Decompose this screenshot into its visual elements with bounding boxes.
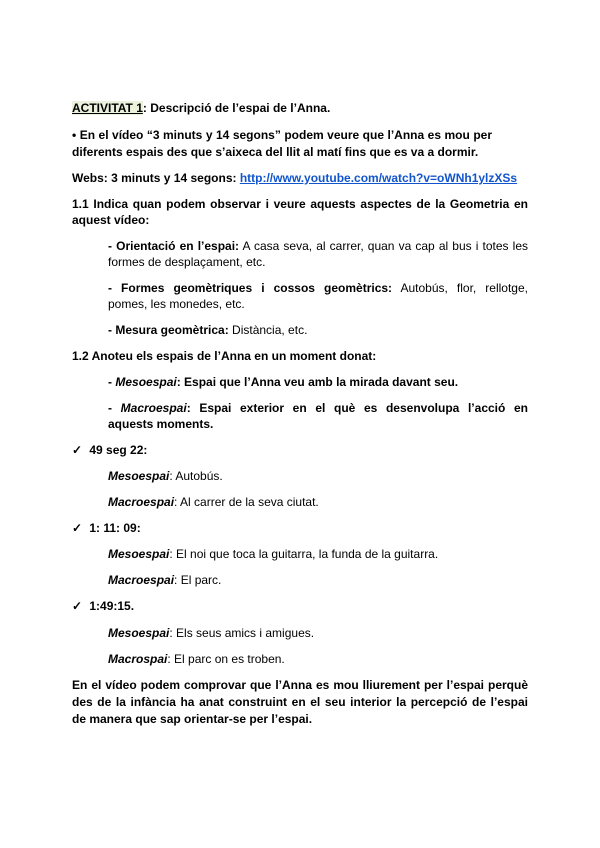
conclusion-line-1: En el vídeo podem comprovar que l’Anna es mou lliurement per l’espai perquè (72, 678, 528, 692)
shapes-text-2: pomes, les monedes, etc. (108, 297, 245, 311)
intro-line-2: diferents espais des que s’aixeca del llit al matí fins que es va a dormir. (72, 145, 479, 159)
checkmark-icon: ✓ (72, 521, 83, 535)
moment-2-meso-text: : El noi que toca la guitarra, la funda de la guitarra. (169, 547, 439, 561)
q1-item-measure (108, 322, 307, 338)
intro-line-1: • En el vídeo “3 minuts y 14 segons” podem veure que l’Anna es mou per (72, 128, 492, 142)
checkmark-icon: ✓ (72, 443, 83, 457)
shapes-term: - Formes geomètriques i cossos geomètrics: (108, 281, 393, 295)
macro-term: Macroespai (120, 401, 187, 415)
moment-2-macro-term: Macroespai (108, 573, 175, 587)
orientation-text-2: formes de desplaçament, etc. (108, 255, 266, 269)
orientation-text: A casa seva, al carrer, quan va cap al bus i totes les (239, 239, 529, 253)
moment-1-heading (72, 442, 147, 458)
moment-3-macro-text: : El parc on es troben. (167, 652, 285, 666)
webs-line (72, 170, 517, 186)
conclusion-line-3: de manera que sap orientar-se per l’espai. (72, 712, 313, 726)
macro-dash: - (108, 401, 121, 415)
orientation-term: - Orientació en l’espai: (108, 239, 240, 253)
q1-line-1: 1.1 Indica quan podem observar i veure aquests aspectes de la Geometria en (72, 197, 528, 211)
conclusion-line-2: des de la infància ha anat construint en el seu interior la percepció de l’espai (72, 695, 528, 709)
checkmark-icon: ✓ (72, 599, 83, 613)
macro-text-2: aquests moments. (108, 417, 214, 431)
meso-term: Mesoespai (115, 375, 177, 389)
moment-1-meso-text: : Autobús. (169, 469, 223, 483)
meso-dash: - (108, 375, 116, 389)
moment-1-meso (108, 468, 223, 484)
moment-1-macro (108, 494, 319, 510)
measure-term: - Mesura geomètrica: (108, 323, 229, 337)
activity-heading (72, 100, 330, 116)
moment-2-meso (108, 546, 438, 562)
q2-meso (108, 374, 458, 390)
q1-item-orientation (108, 238, 528, 254)
q2-macro (108, 400, 528, 416)
video-link[interactable]: http://www.youtube.com/watch?v=oWNh1ylzXSs (239, 171, 518, 185)
webs-label: Webs: 3 minuts y 14 segons: (72, 171, 240, 185)
moment-2-time: 1: 11: 09: (89, 521, 141, 535)
moment-2-meso-term: Mesoespai (108, 547, 170, 561)
activity-colon: : (142, 101, 147, 115)
moment-3-heading (72, 598, 134, 614)
activity-title: Descripció de l’espai de l’Anna. (146, 101, 331, 115)
moment-2-macro (108, 572, 221, 588)
q2-title: 1.2 Anoteu els espais de l’Anna en un moment donat: (72, 349, 377, 363)
moment-1-meso-term: Mesoespai (108, 469, 170, 483)
moment-1-macro-text: : Al carrer de la seva ciutat. (174, 495, 319, 509)
macro-text: : Espai exterior en el què es desenvolupa l’acció en (186, 401, 528, 415)
shapes-text: Autobús, flor, rellotge, (392, 281, 528, 295)
q1-item-shapes (108, 280, 528, 296)
q1-line-2: aquest vídeo: (72, 213, 150, 227)
measure-text: Distància, etc. (228, 323, 308, 337)
activity-label: ACTIVITAT 1 (72, 101, 143, 115)
moment-3-time: 1:49:15. (89, 599, 135, 613)
moment-1-macro-term: Macroespai (108, 495, 175, 509)
moment-3-meso (108, 625, 314, 641)
moment-2-macro-text: : El parc. (174, 573, 222, 587)
moment-3-meso-term: Mesoespai (108, 626, 170, 640)
meso-text: : Espai que l’Anna veu amb la mirada davant seu. (176, 375, 459, 389)
moment-2-heading (72, 520, 141, 536)
moment-3-meso-text: : Els seus amics i amigues. (169, 626, 315, 640)
moment-1-time: 49 seg 22: (89, 443, 148, 457)
moment-3-macro-term: Macrospai (108, 652, 168, 666)
moment-3-macro (108, 651, 285, 667)
